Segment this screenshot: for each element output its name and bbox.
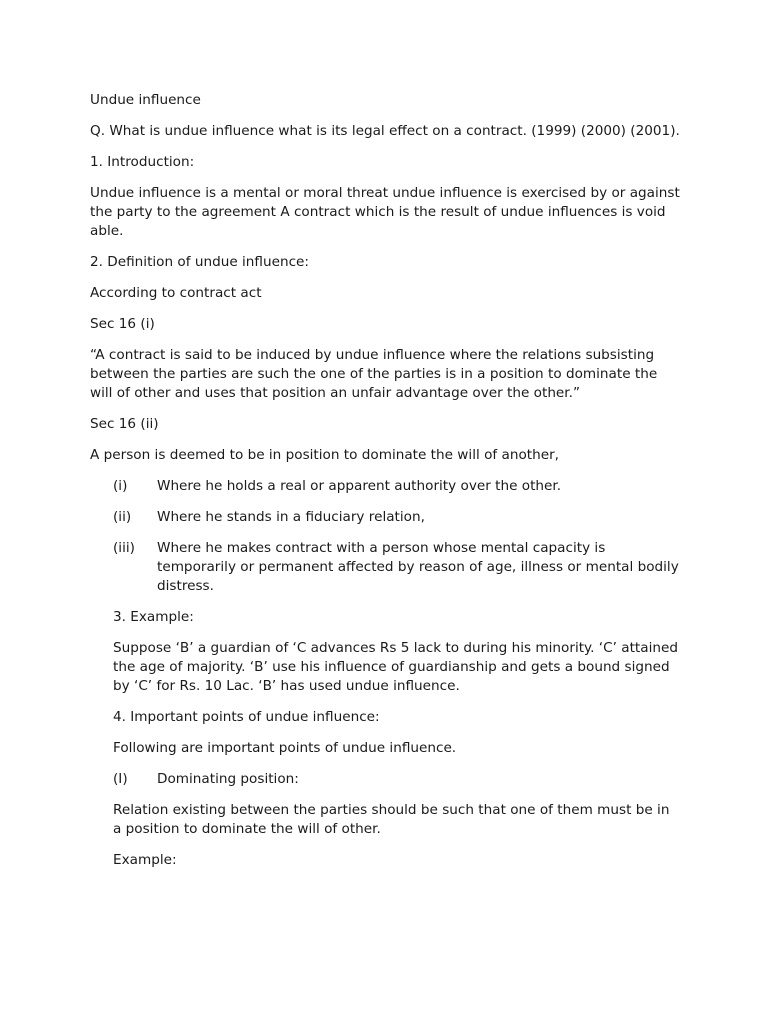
list-item-number: (iii): [113, 540, 135, 556]
section-16-i-quote: “A contract is said to be induced by undue influence where the relations subsisting between the parties are such the one of the parties is in a position to dominate the will of other and uses that position an unfair advantage over the other.”: [90, 347, 658, 401]
according-to-text: According to contract act: [90, 285, 262, 301]
list-item-text: Where he holds a real or apparent authority over the other.: [157, 478, 562, 494]
list-item: [113, 539, 680, 596]
question-text: Q. What is undue influence what is its legal effect on a contract. (1999) (2000) (2001).: [90, 123, 680, 139]
example-heading: 3. Example:: [113, 609, 194, 625]
document-title: Undue influence: [90, 92, 201, 108]
list-item: [113, 508, 680, 527]
point-heading: [113, 770, 680, 789]
list-item-text: Where he stands in a fiduciary relation,: [157, 509, 425, 525]
example-paragraph: Suppose ‘B’ a guardian of ‘C advances Rs 5 lack to during his minority. ‘C’ attained the age of majority. ‘B’ use his influence of guardianship and gets a bound signed by ‘C’ for Rs. 10 Lac. ‘B’ has used undue influence.: [113, 640, 678, 694]
section-16-ii-text: A person is deemed to be in position to dominate the will of another,: [90, 447, 559, 463]
important-points-intro: Following are important points of undue influence.: [113, 740, 457, 756]
list-item: [113, 477, 680, 496]
point-number: (I): [113, 771, 128, 787]
section-16-i-label: Sec 16 (i): [90, 316, 155, 332]
introduction-paragraph: Undue influence is a mental or moral threat undue influence is exercised by or against the party to the agreement A contract which is the result of undue influences is void able.: [90, 185, 680, 239]
list-item-number: (i): [113, 478, 128, 494]
document-page: [90, 91, 680, 882]
introduction-heading: 1. Introduction:: [90, 154, 195, 170]
definition-heading: 2. Definition of undue influence:: [90, 254, 309, 270]
list-item-text: Where he makes contract with a person whose mental capacity is temporarily or permanent affected by reason of age, illness or mental bodily distress.: [157, 540, 679, 594]
point-example-label: Example:: [113, 852, 177, 868]
point-title: Dominating position:: [157, 771, 299, 787]
important-points-heading: 4. Important points of undue influence:: [113, 709, 380, 725]
point-paragraph: Relation existing between the parties should be such that one of them must be in a position to dominate the will of other.: [113, 802, 670, 837]
section-16-ii-label: Sec 16 (ii): [90, 416, 159, 432]
list-item-number: (ii): [113, 509, 132, 525]
